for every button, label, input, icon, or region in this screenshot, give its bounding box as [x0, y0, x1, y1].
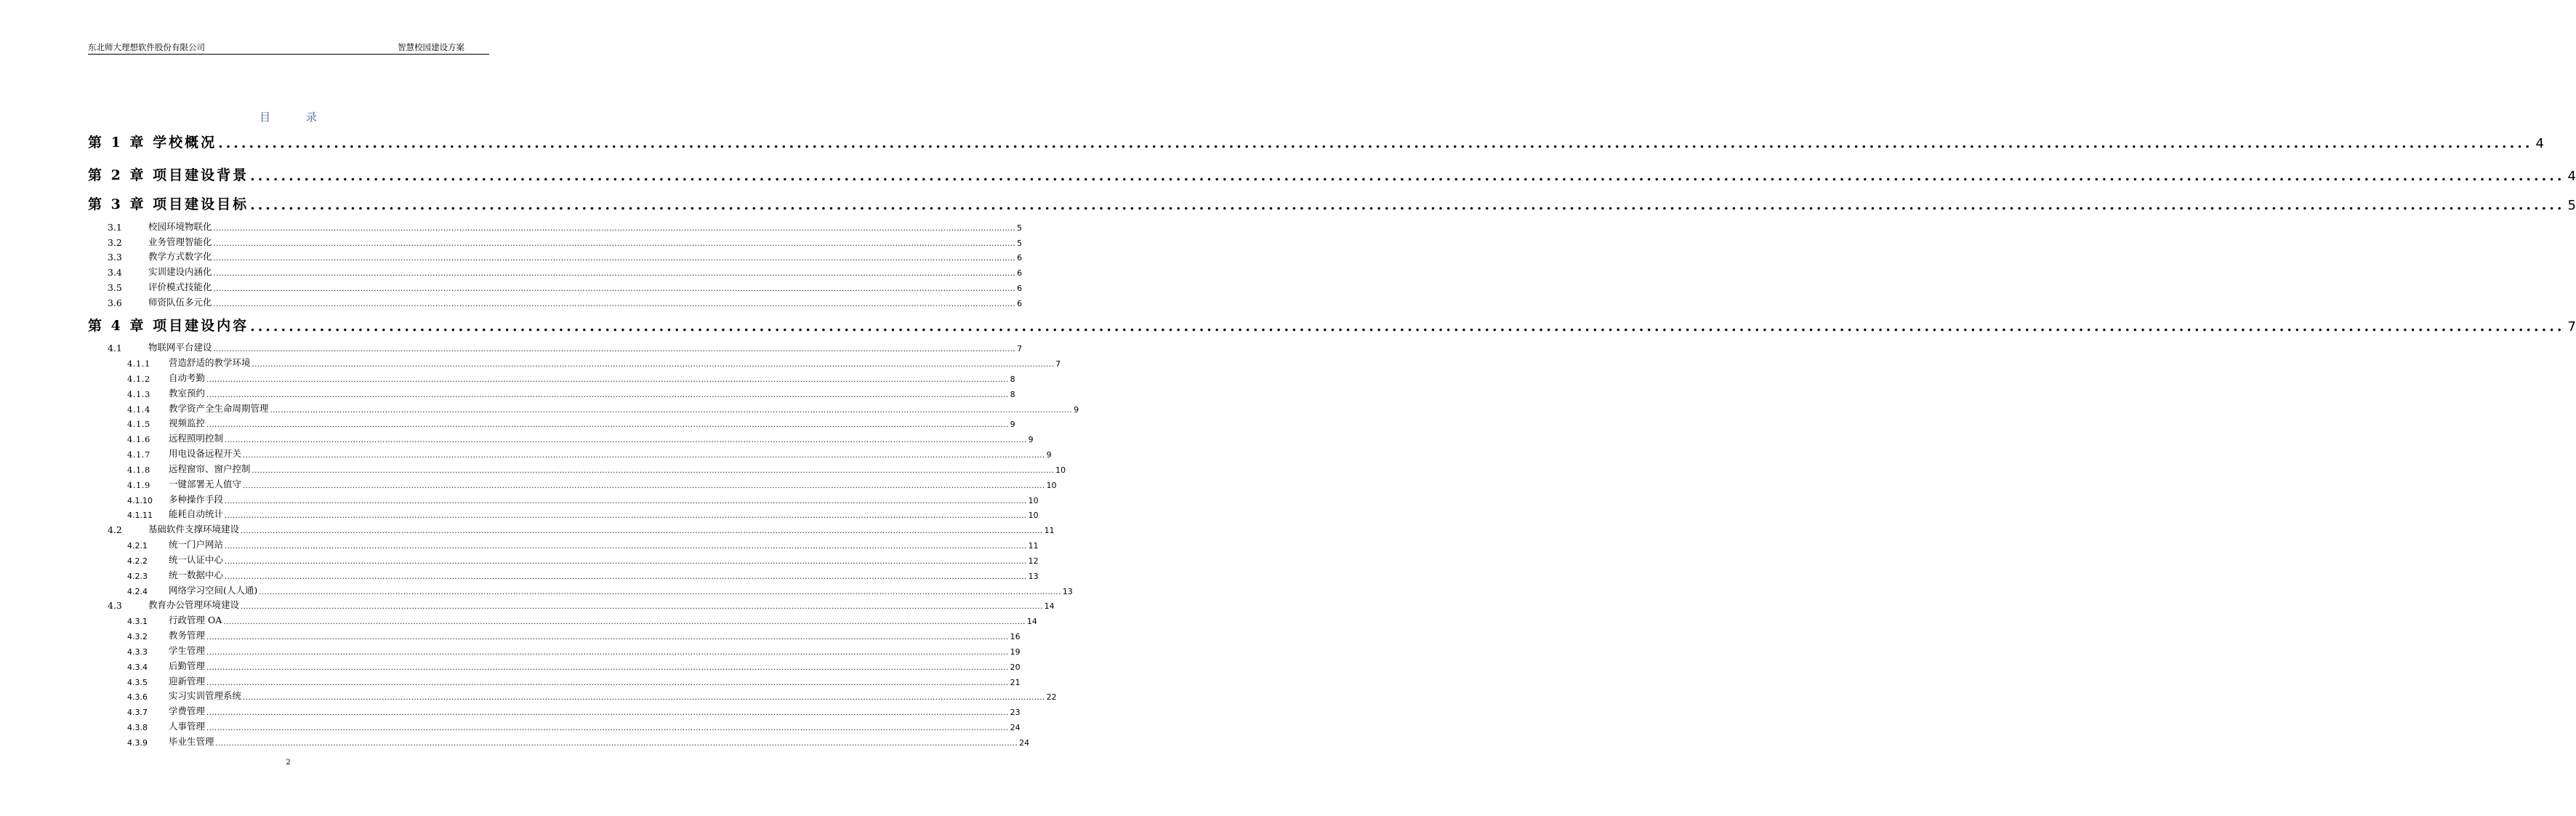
toc-entry-number: 4.1.1: [127, 359, 150, 369]
toc-dot-leader: ............................................................................................................................................................................................................................................................................................................: [206, 421, 1009, 429]
toc-dot-leader: ............................................................................................................................................................................................................................................................................................................: [218, 135, 2533, 151]
toc-entry-label: 实训建设内涵化: [148, 266, 212, 277]
toc-dot-leader: ............................................................................................................................................................................................................................................................................................................: [251, 467, 1055, 475]
toc-entry[interactable]: [127, 416, 1015, 429]
header-rule: [88, 54, 489, 55]
toc-entry-page: 7: [1017, 344, 1023, 353]
toc-entry-number: 4.2.2: [127, 556, 148, 566]
toc-entry[interactable]: [88, 164, 2576, 184]
toc-entry-page: 14: [1026, 617, 1037, 626]
toc-dot-leader: ............................................................................................................................................................................................................................................................................................................: [213, 270, 1016, 278]
toc-entry[interactable]: [108, 235, 1023, 248]
toc-entry[interactable]: [127, 401, 1079, 415]
toc-entry-number: 4.2.1: [127, 541, 148, 551]
toc-dot-leader: ............................................................................................................................................................................................................................................................................................................: [206, 679, 1009, 687]
toc-dot-leader: ............................................................................................................................................................................................................................................................................................................: [225, 573, 1027, 581]
toc-entry-page: 5: [1017, 239, 1023, 248]
toc-dot-leader: ............................................................................................................................................................................................................................................................................................................: [206, 709, 1009, 717]
toc-entry-number: 3.1: [108, 222, 122, 233]
toc-entry-number: 4.3.5: [127, 678, 148, 687]
toc-entry[interactable]: [127, 704, 1021, 717]
toc-entry[interactable]: [108, 220, 1023, 233]
toc-entry[interactable]: [108, 249, 1023, 263]
toc-entry-label: 用电设备远程开关: [169, 448, 242, 459]
toc-entry-number: 3.4: [108, 267, 122, 278]
toc-entry[interactable]: [127, 462, 1066, 475]
toc-entry[interactable]: [88, 314, 2576, 335]
toc-entry-label: 行政管理 OA: [169, 615, 222, 625]
toc-entry-label: 多种操作手段: [169, 494, 224, 505]
toc-entry-number: 4.3.4: [127, 663, 148, 672]
page-number: 2: [286, 759, 291, 767]
toc-entry-label: 评价模式技能化: [148, 281, 212, 292]
toc-entry-number: 4.3: [108, 600, 122, 611]
toc-dot-leader: ............................................................................................................................................................................................................................................................................................................: [243, 694, 1045, 702]
toc-entry[interactable]: [108, 522, 1055, 535]
toc-entry-label: 第 2 章 项目建设背景: [88, 167, 249, 183]
toc-entry-page: 13: [1028, 572, 1039, 581]
toc-entry-number: 4.3.7: [127, 708, 148, 717]
toc-entry[interactable]: [127, 537, 1039, 551]
toc-entry-label: 教室预约: [169, 388, 206, 399]
toc-dot-leader: ............................................................................................................................................................................................................................................................................................................: [206, 376, 1009, 384]
toc-entry-page: 9: [1046, 450, 1052, 460]
toc-entry-page: 8: [1010, 375, 1015, 384]
toc-entry-number: 4.2.4: [127, 587, 148, 596]
toc-dot-leader: ............................................................................................................................................................................................................................................................................................................: [250, 168, 2565, 184]
toc-entry-label: 教学资产全生命周期管理: [169, 403, 269, 414]
toc-dot-leader: ............................................................................................................................................................................................................................................................................................................: [251, 361, 1055, 369]
toc-dot-leader: ............................................................................................................................................................................................................................................................................................................: [213, 240, 1016, 248]
toc-entry-page: 6: [1017, 253, 1023, 263]
toc-entry-page: 22: [1046, 692, 1057, 702]
toc-entry-number: 4.1.9: [127, 480, 150, 490]
toc-entry[interactable]: [127, 507, 1039, 520]
toc-entry-label: 人事管理: [169, 721, 206, 732]
toc-entry-page: 24: [1019, 738, 1030, 748]
toc-entry-number: 4.3.9: [127, 738, 148, 748]
toc-dot-leader: ............................................................................................................................................................................................................................................................................................................: [206, 633, 1009, 641]
toc-entry-page: 10: [1046, 481, 1057, 490]
toc-dot-leader: ............................................................................................................................................................................................................................................................................................................: [206, 664, 1009, 672]
toc-entry-label: 教学方式数字化: [148, 251, 212, 262]
toc-entry-number: 3.6: [108, 297, 122, 308]
toc-entry[interactable]: [127, 553, 1039, 566]
toc-entry-label: 迎新管理: [169, 676, 206, 687]
toc-dot-leader: ............................................................................................................................................................................................................................................................................................................: [250, 197, 2565, 213]
toc-dot-leader: ............................................................................................................................................................................................................................................................................................................: [213, 255, 1016, 263]
toc-entry[interactable]: [108, 598, 1055, 611]
toc-entry[interactable]: [127, 431, 1034, 444]
toc-dot-leader: ............................................................................................................................................................................................................................................................................................................: [225, 512, 1027, 520]
toc-entry-page: 10: [1028, 496, 1039, 505]
toc-entry-label: 统一认证中心: [169, 554, 224, 565]
toc-entry-number: 4.1.11: [127, 511, 153, 520]
toc-entry-page: 10: [1028, 511, 1039, 520]
toc-entry-label: 第 1 章 学校概况: [88, 135, 217, 151]
toc-entry[interactable]: [127, 447, 1052, 460]
toc-entry-number: 4.1.3: [127, 389, 150, 399]
toc-entry-number: 4.1.6: [127, 434, 150, 444]
toc-entry-label: 远程窗帘、窗户控制: [169, 463, 251, 474]
toc-entry-page: 9: [1074, 405, 1079, 415]
toc-entry-label: 自动考勤: [169, 372, 206, 383]
toc-entry-page: 23: [1010, 708, 1021, 717]
toc-entry[interactable]: [127, 628, 1021, 641]
toc-entry-number: 4.1: [108, 343, 122, 353]
toc-entry-label: 统一数据中心: [169, 569, 224, 580]
toc-entry[interactable]: [127, 735, 1030, 748]
toc-dot-leader: ............................................................................................................................................................................................................................................................................................................: [213, 225, 1016, 233]
toc-entry-page: 9: [1028, 435, 1034, 444]
toc-entry-label: 视频监控: [169, 417, 206, 428]
toc-entry-label: 学费管理: [169, 705, 206, 716]
toc-entry-page: 6: [1017, 284, 1023, 293]
toc-dot-leader: ............................................................................................................................................................................................................................................................................................................: [243, 482, 1045, 490]
toc-entry-page: 4: [2567, 169, 2576, 184]
toc-entry[interactable]: [127, 386, 1015, 399]
toc-entry[interactable]: [127, 568, 1039, 581]
toc-entry-number: 4.2.3: [127, 572, 148, 581]
toc-entry-label: 教育办公管理环境建设: [148, 599, 240, 610]
toc-entry-label: 毕业生管理: [169, 736, 214, 747]
toc-entry[interactable]: [127, 644, 1021, 657]
toc-entry-page: 7: [2567, 319, 2576, 335]
toc-entry-page: 14: [1044, 601, 1055, 611]
toc-entry-label: 第 4 章 项目建设内容: [88, 318, 249, 334]
toc-entry[interactable]: [127, 613, 1037, 626]
toc-entry-label: 基础软件支撑环境建设: [148, 524, 240, 535]
toc-entry-page: 20: [1010, 663, 1021, 672]
toc-entry-number: 4.3.6: [127, 692, 148, 702]
toc-entry-number: 3.2: [108, 237, 122, 248]
toc-entry-page: 11: [1028, 541, 1039, 551]
toc-entry-label: 实习实训管理系统: [169, 690, 242, 701]
toc-entry-number: 4.2: [108, 524, 122, 535]
toc-dot-leader: ............................................................................................................................................................................................................................................................................................................: [213, 285, 1016, 293]
toc-entry[interactable]: [127, 477, 1057, 490]
toc-entry[interactable]: [127, 492, 1039, 505]
toc-entry[interactable]: [108, 265, 1023, 278]
toc-entry-number: 4.3.2: [127, 632, 148, 641]
toc-dot-leader: ............................................................................................................................................................................................................................................................................................................: [206, 391, 1009, 399]
toc-entry-page: 21: [1010, 678, 1021, 687]
toc-entry[interactable]: [127, 356, 1061, 369]
toc-dot-leader: ............................................................................................................................................................................................................................................................................................................: [241, 603, 1043, 611]
toc-entry-page: 5: [1017, 223, 1023, 233]
toc-entry-page: 7: [1055, 359, 1061, 369]
toc-dot-leader: ............................................................................................................................................................................................................................................................................................................: [243, 452, 1045, 460]
toc-entry[interactable]: [88, 131, 2544, 151]
toc-entry[interactable]: [108, 340, 1023, 353]
toc-entry-number: 4.1.10: [127, 496, 153, 505]
toc-entry[interactable]: [127, 583, 1073, 596]
toc-entry-number: 4.1.4: [127, 404, 150, 415]
toc-entry[interactable]: [127, 659, 1021, 672]
toc-dot-leader: ............................................................................................................................................................................................................................................................................................................: [241, 527, 1043, 535]
toc-dot-leader: ............................................................................................................................................................................................................................................................................................................: [213, 300, 1016, 308]
toc-entry-page: 19: [1010, 647, 1021, 657]
toc-entry-label: 网络学习空间(人人通): [169, 585, 258, 596]
toc-entry-number: 4.1.5: [127, 419, 150, 429]
toc-entry-number: 4.3.8: [127, 723, 148, 732]
toc-entry[interactable]: [127, 674, 1021, 687]
toc-entry-label: 统一门户网站: [169, 539, 224, 550]
toc-entry-label: 能耗自动统计: [169, 508, 224, 519]
toc-entry-label: 第 3 章 项目建设目标: [88, 196, 249, 212]
toc-dot-leader: ............................................................................................................................................................................................................................................................................................................: [213, 345, 1016, 353]
toc-entry-page: 8: [1010, 390, 1015, 399]
toc-entry[interactable]: [127, 719, 1021, 732]
toc-entry-number: 3.3: [108, 252, 122, 263]
toc-entry[interactable]: [127, 689, 1057, 702]
toc-entry-label: 一键部署无人值守: [169, 479, 242, 489]
toc-dot-leader: ............................................................................................................................................................................................................................................................................................................: [206, 649, 1009, 657]
toc-dot-leader: ............................................................................................................................................................................................................................................................................................................: [270, 407, 1073, 415]
toc-dot-leader: ............................................................................................................................................................................................................................................................................................................: [223, 618, 1026, 626]
toc-dot-leader: ............................................................................................................................................................................................................................................................................................................: [225, 558, 1027, 566]
header-company: 东北师大理想软件股份有限公司: [88, 42, 205, 52]
toc-dot-leader: ............................................................................................................................................................................................................................................................................................................: [225, 497, 1027, 505]
toc-entry-page: 4: [2535, 136, 2544, 151]
toc-dot-leader: ............................................................................................................................................................................................................................................................................................................: [206, 724, 1009, 732]
toc-entry-label: 业务管理智能化: [148, 236, 212, 247]
toc-entry-label: 营造舒适的教学环境: [169, 357, 251, 368]
toc-entry-label: 教务管理: [169, 630, 206, 641]
toc-entry-label: 师资队伍多元化: [148, 297, 212, 308]
toc-dot-leader: ............................................................................................................................................................................................................................................................................................................: [215, 740, 1018, 748]
toc-dot-leader: ............................................................................................................................................................................................................................................................................................................: [225, 436, 1027, 444]
toc-entry-page: 5: [2567, 198, 2576, 213]
toc-entry-page: 6: [1017, 299, 1023, 308]
toc-entry-label: 校园环境物联化: [148, 221, 212, 232]
toc-entry-page: 6: [1017, 268, 1023, 278]
toc-entry-number: 4.1.7: [127, 449, 150, 460]
toc-dot-leader: ............................................................................................................................................................................................................................................................................................................: [250, 319, 2565, 335]
toc-entry-page: 24: [1010, 723, 1021, 732]
toc-entry-page: 10: [1055, 465, 1066, 475]
toc-entry-label: 物联网平台建设: [148, 342, 212, 353]
toc-dot-leader: ............................................................................................................................................................................................................................................................................................................: [225, 543, 1027, 551]
toc-entry-page: 16: [1010, 632, 1021, 641]
toc-entry-number: 4.3.3: [127, 647, 148, 657]
toc-entry-page: 12: [1028, 556, 1039, 566]
header-doc-title: 智慧校园建设方案: [398, 42, 464, 52]
toc-entry[interactable]: [108, 295, 1023, 308]
toc-entry-page: 13: [1062, 587, 1073, 596]
toc-entry-number: 4.1.8: [127, 465, 150, 475]
toc-dot-leader: ............................................................................................................................................................................................................................................................................................................: [259, 588, 1061, 596]
toc-entry[interactable]: [88, 193, 2576, 213]
toc-entry[interactable]: [108, 280, 1023, 293]
toc-entry-label: 后勤管理: [169, 660, 206, 671]
toc-entry-number: 4.3.1: [127, 617, 148, 626]
toc-entry-page: 9: [1010, 420, 1015, 429]
toc-entry-number: 4.1.2: [127, 374, 150, 384]
toc-entry-number: 3.5: [108, 282, 122, 293]
toc-entry[interactable]: [127, 371, 1015, 384]
toc-entry-label: 学生管理: [169, 645, 206, 656]
toc-title: 目 录: [259, 111, 333, 124]
toc-entry-label: 远程照明控制: [169, 433, 224, 444]
toc-entry-page: 11: [1044, 526, 1055, 535]
